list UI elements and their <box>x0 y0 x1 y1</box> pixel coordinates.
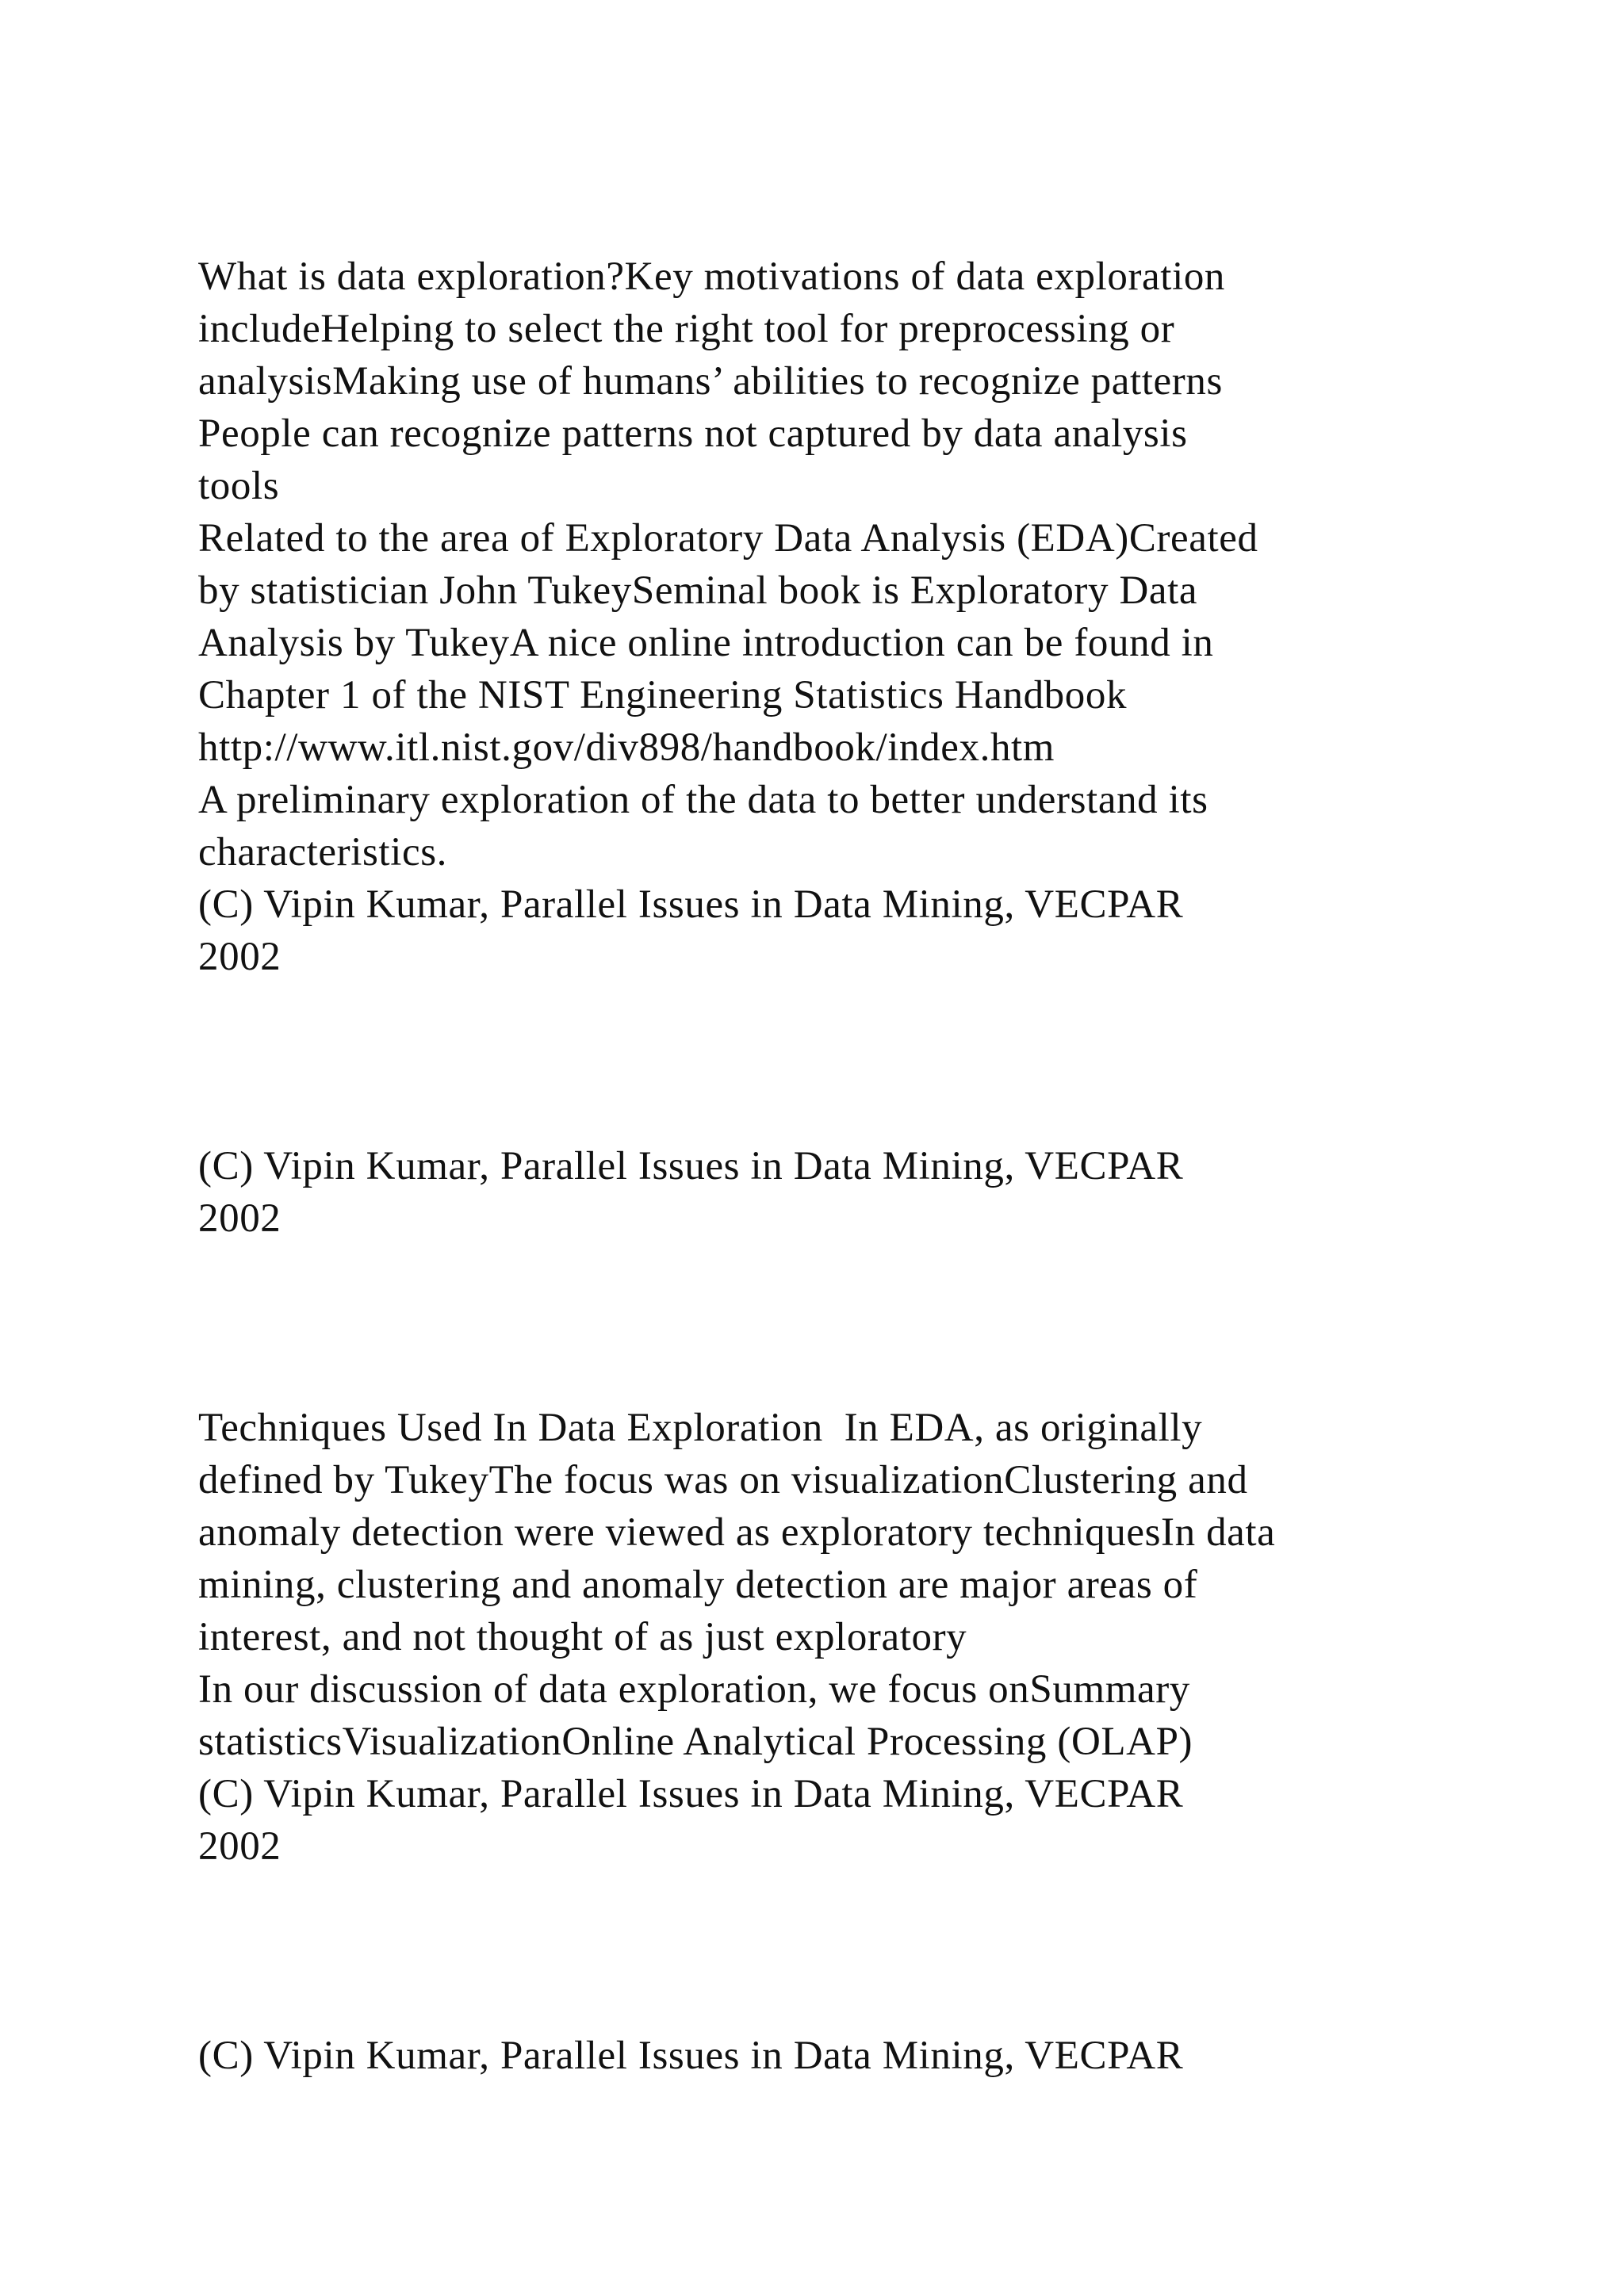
citation-line: (C) Vipin Kumar, Parallel Issues in Data Mining, VECPAR <box>198 882 1184 927</box>
text-line: Analysis by TukeyA nice online introduction can be found in <box>198 621 1214 665</box>
text-line: A preliminary exploration of the data to better understand its <box>198 778 1208 822</box>
citation-line: (C) Vipin Kumar, Parallel Issues in Data Mining, VECPAR <box>198 1772 1184 1816</box>
text-line: statisticsVisualizationOnline Analytical Processing (OLAP) <box>198 1720 1193 1764</box>
text-line: Techniques Used In Data Exploration In EDA, as originally <box>198 1406 1203 1450</box>
text-line: includeHelping to select the right tool for preprocessing or <box>198 307 1175 351</box>
text-line: defined by TukeyThe focus was on visualizationClustering and <box>198 1458 1248 1502</box>
text-line: characteristics. <box>198 830 448 874</box>
text-line: People can recognize patterns not captured by data analysis <box>198 411 1188 456</box>
citation-line: (C) Vipin Kumar, Parallel Issues in Data Mining, VECPAR <box>198 1144 1184 1188</box>
text-line: tools <box>198 464 280 508</box>
text-line: anomaly detection were viewed as exploratory techniquesIn data <box>198 1510 1276 1555</box>
text-line: interest, and not thought of as just exploratory <box>198 1615 967 1659</box>
url-line: http://www.itl.nist.gov/div898/handbook/index.htm <box>198 725 1055 770</box>
text-line: In our discussion of data exploration, we focus onSummary <box>198 1667 1190 1712</box>
citation-year: 2002 <box>198 1196 282 1241</box>
citation-year: 2002 <box>198 935 282 979</box>
text-line: Related to the area of Exploratory Data Analysis (EDA)Created <box>198 516 1258 561</box>
text-line: by statistician John TukeySeminal book is Exploratory Data <box>198 568 1198 613</box>
text-line: mining, clustering and anomaly detection are major areas of <box>198 1563 1198 1607</box>
citation-year: 2002 <box>198 1824 282 1869</box>
text-line: analysisMaking use of humans’ abilities to recognize patterns <box>198 359 1223 404</box>
text-line: Chapter 1 of the NIST Engineering Statistics Handbook <box>198 673 1128 718</box>
text-line: What is data exploration?Key motivations of data exploration <box>198 254 1226 299</box>
citation-line: (C) Vipin Kumar, Parallel Issues in Data Mining, VECPAR <box>198 2034 1184 2078</box>
